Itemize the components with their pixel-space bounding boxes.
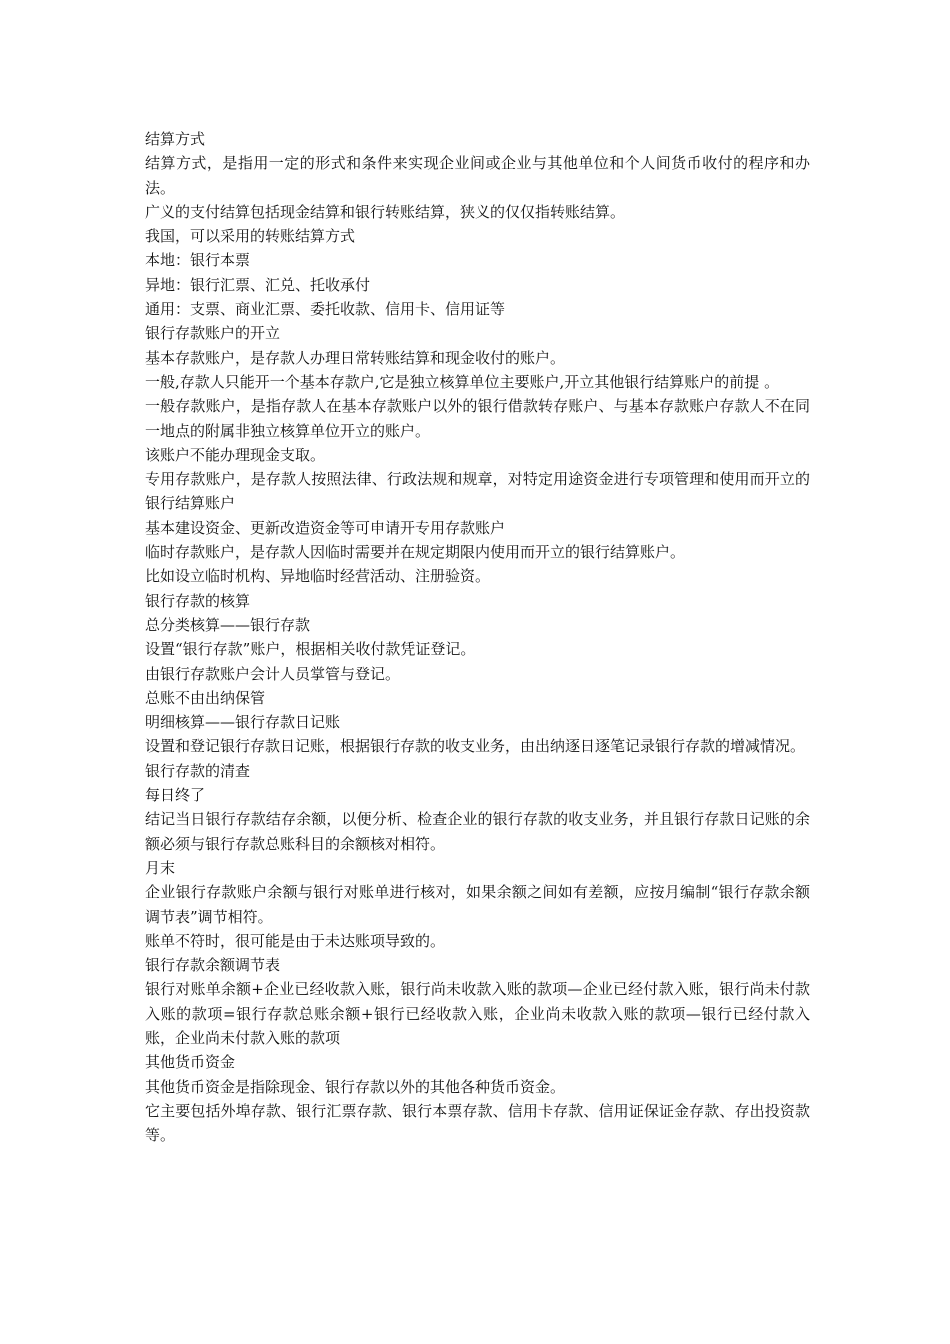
heading-deposit-check: 银行存款的清查 <box>145 761 251 780</box>
paragraph-general-account: 一般存款账户，是指存款人在基本存款账户以外的银行借款转存账户、与基本存款账户存款人不在同一地点的附属非独立核算单位开立的账户。 <box>145 397 810 440</box>
paragraph-transfer-methods: 我国，可以采用的转账结算方式 <box>145 227 356 246</box>
paragraph-mismatch-cause: 账单不符时，很可能是由于未达账项导致的。 <box>145 931 446 950</box>
paragraph-general: 通用：支票、商业汇票、委托收款、信用卡、信用证等 <box>145 300 506 319</box>
paragraph-special-account: 专用存款账户，是存款人按照法律、行政法规和规章，对特定用途资金进行专项管理和使用而开立的银行结算账户 <box>145 470 810 513</box>
document-body <box>145 127 810 1147</box>
paragraph-settlement-definition: 结算方式，是指用一定的形式和条件来实现企业间或企业与其他单位和个人间货币收付的程序和办法。 <box>145 154 810 197</box>
paragraph-general-ledger: 总分类核算——银行存款 <box>145 615 311 634</box>
paragraph-reconciliation-formula: 银行对账单余额+企业已经收款入账，银行尚未收款入账的款项—企业已经付款入账，银行尚未付款入账的款项=银行存款总账余额+银行已经收款入账，企业尚未收款入账的款项—银行已经付款入账，企业尚未付款入账的款项 <box>145 980 810 1047</box>
paragraph-special-account-use: 基本建设资金、更新改造资金等可申请开专用存款账户 <box>145 518 506 537</box>
paragraph-no-cash: 该账户不能办理现金支取。 <box>145 445 326 464</box>
paragraph-reconciliation: 企业银行存款账户余额与银行对账单进行核对，如果余额之间如有差额，应按月编制“银行存款余额调节表”调节相符。 <box>145 883 810 926</box>
heading-settlement-methods: 结算方式 <box>145 130 206 148</box>
paragraph-daily-end: 每日终了 <box>145 786 206 805</box>
paragraph-cashier-custody: 总账不由出纳保管 <box>145 688 266 707</box>
heading-account-opening: 银行存款账户的开立 <box>145 324 281 343</box>
paragraph-basic-account-rule: 一般,存款人只能开一个基本存款户,它是独立核算单位主要账户,开立其他银行结算账户的前提 。 <box>145 372 780 391</box>
paragraph-local: 本地：银行本票 <box>145 251 251 270</box>
paragraph-settlement-scope: 广义的支付结算包括现金结算和银行转账结算，狭义的仅仅指转账结算。 <box>145 202 626 221</box>
heading-reconciliation-statement: 银行存款余额调节表 <box>145 956 281 975</box>
heading-deposit-accounting: 银行存款的核算 <box>145 591 251 610</box>
paragraph-other-funds-definition: 其他货币资金是指除现金、银行存款以外的其他各种货币资金。 <box>145 1077 566 1096</box>
paragraph-journal-recording: 设置和登记银行存款日记账，根据银行存款的收支业务，由出纳逐日逐笔记录银行存款的增减情况。 <box>145 737 806 756</box>
paragraph-account-setup: 设置“银行存款”账户，根据相关收付款凭证登记。 <box>145 640 476 659</box>
paragraph-daily-balance: 结记当日银行存款结存余额，以便分析、检查企业的银行存款的收支业务，并且银行存款日记账的余额必须与银行存款总账科目的余额核对相符。 <box>145 810 810 853</box>
paragraph-basic-account: 基本存款账户，是存款人办理日常转账结算和现金收付的账户。 <box>145 348 566 367</box>
paragraph-temporary-account-example: 比如设立临时机构、异地临时经营活动、注册验资。 <box>145 567 491 586</box>
paragraph-month-end: 月末 <box>145 858 176 877</box>
heading-other-monetary-funds: 其他货币资金 <box>145 1053 236 1072</box>
paragraph-remote: 异地：银行汇票、汇兑、托收承付 <box>145 275 371 294</box>
paragraph-accountant-custody: 由银行存款账户会计人员掌管与登记。 <box>145 664 401 683</box>
paragraph-other-funds-types: 它主要包括外埠存款、银行汇票存款、银行本票存款、信用卡存款、信用证保证金存款、存出投资款等。 <box>145 1101 810 1145</box>
paragraph-detail-ledger: 明细核算——银行存款日记账 <box>145 713 341 732</box>
paragraph-temporary-account: 临时存款账户，是存款人因临时需要并在规定期限内使用而开立的银行结算账户。 <box>145 543 686 562</box>
